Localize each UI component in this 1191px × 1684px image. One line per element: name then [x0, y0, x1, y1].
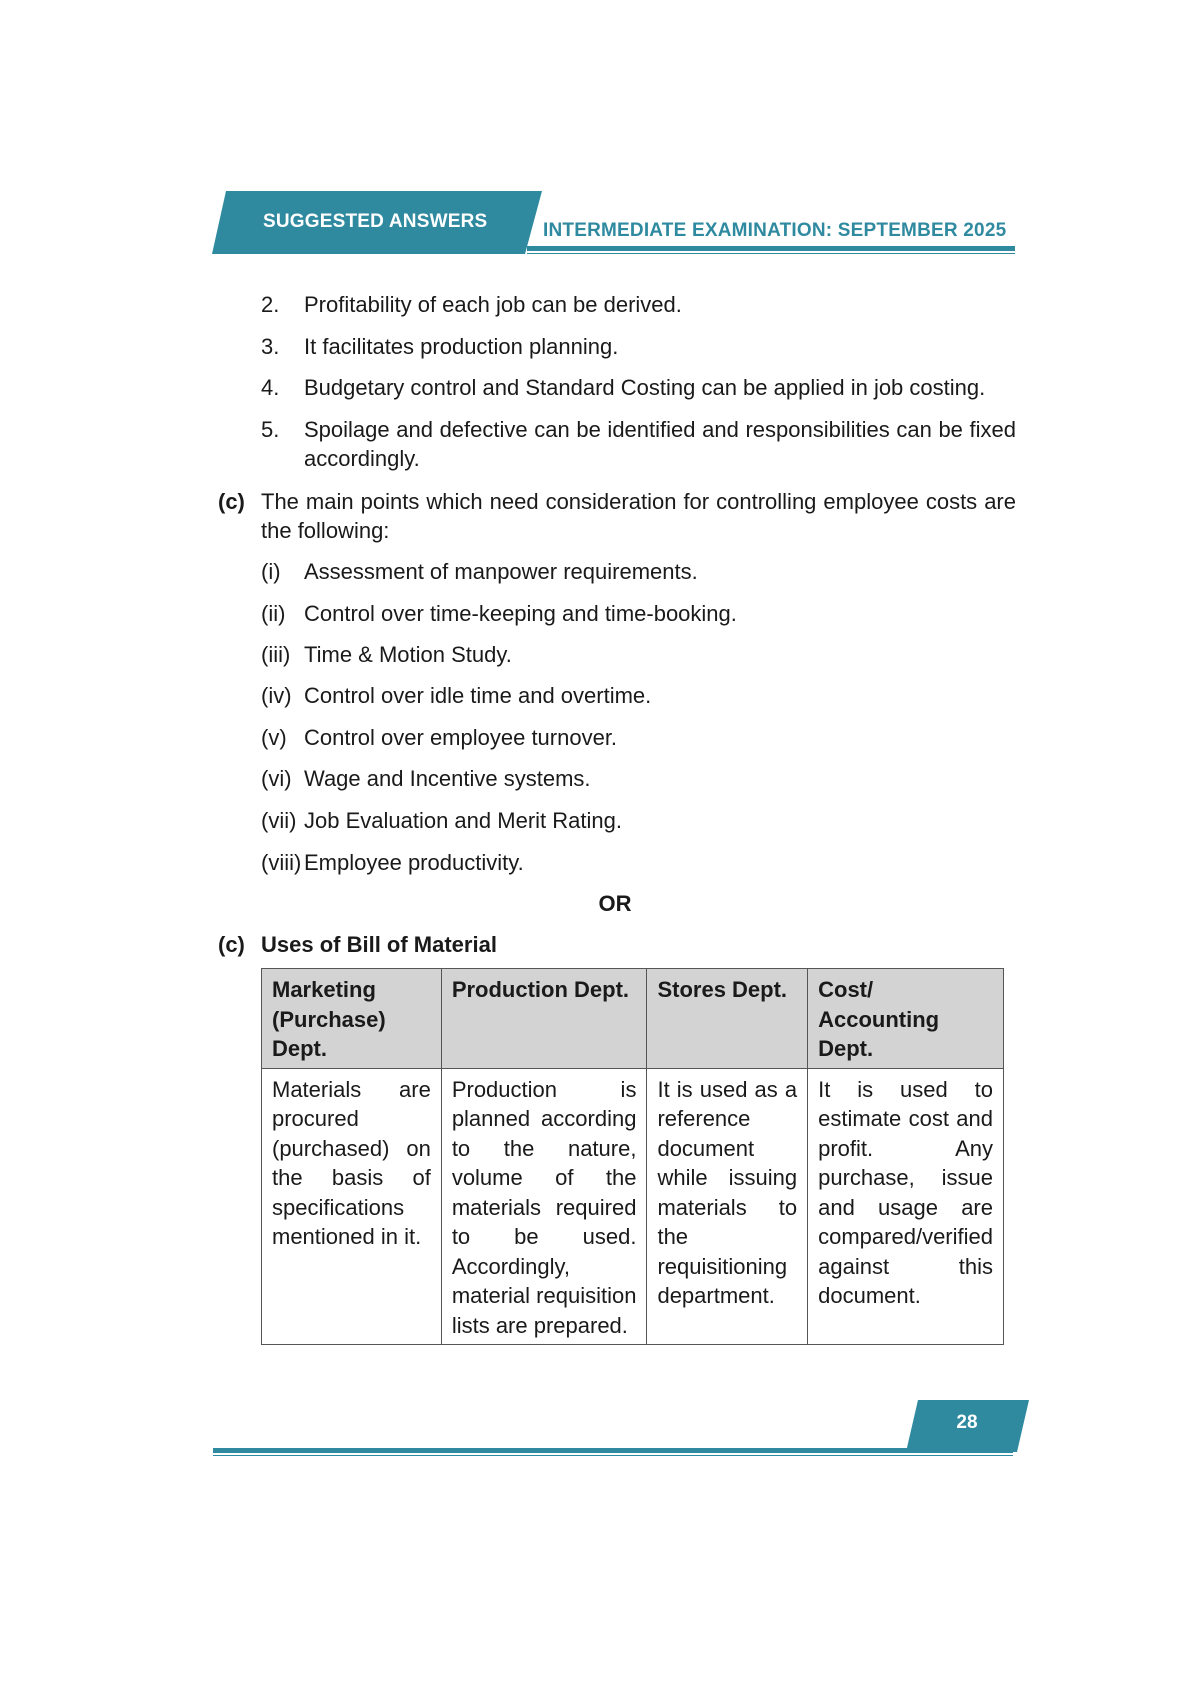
exam-title: INTERMEDIATE EXAMINATION: SEPTEMBER 2025 — [543, 220, 1007, 241]
table-header-cell: Stores Dept. — [647, 969, 808, 1069]
list-item-text: Control over employee turnover. — [304, 725, 618, 750]
list-item-number: 2. — [261, 292, 280, 317]
table-row — [262, 1068, 1004, 1345]
list-item-text: Time & Motion Study. — [304, 642, 512, 667]
list-item-number: 5. — [261, 417, 280, 442]
table-cell: It is used to estimate cost and profit. Any purchase, issue and usage are compared/verified against this document. — [808, 1068, 1004, 1345]
list-item-text: Employee productivity. — [304, 850, 524, 875]
table-header-cell: Production Dept. — [441, 969, 647, 1069]
header-rule — [527, 246, 1015, 251]
header-rule-thin — [527, 253, 1015, 254]
list-item-text: Assessment of manpower requirements. — [304, 559, 698, 584]
section-label: (c) — [218, 489, 245, 514]
table-header-row — [262, 969, 1004, 1069]
list-item-number: (vii) — [261, 808, 297, 833]
list-item-number: (viii) — [261, 850, 302, 875]
table-header-cell: Marketing (Purchase) Dept. — [262, 969, 442, 1069]
table-cell: It is used as a reference document while issuing materials to the requisitioning department. — [647, 1068, 808, 1345]
list-item-text: Control over idle time and overtime. — [304, 683, 652, 708]
list-item-number: (iii) — [261, 642, 291, 667]
section-intro: The main points which need consideration for controlling employee costs are the following: — [261, 489, 1016, 543]
header-tab-label: SUGGESTED ANSWERS — [263, 211, 488, 232]
section-label: (c) — [218, 932, 245, 957]
table-header-cell: Cost/ Accounting Dept. — [808, 969, 1004, 1069]
list-item-text: Job Evaluation and Merit Rating. — [304, 808, 622, 833]
table-cell: Materials are procured (purchased) on the basis of specifications mentioned in it. — [262, 1068, 442, 1345]
footer-rule-thin — [213, 1455, 1013, 1456]
list-item-text: Wage and Incentive systems. — [304, 766, 591, 791]
footer-rule — [213, 1448, 1013, 1453]
list-item-text: Control over time-keeping and time-booking. — [304, 601, 737, 626]
list-item-number: 4. — [261, 375, 280, 400]
or-separator: OR — [598, 891, 632, 916]
list-item-number: (i) — [261, 559, 281, 584]
list-item-text: Spoilage and defective can be identified and responsibilities can be fixed accordingly. — [304, 417, 1016, 471]
list-item-number: 3. — [261, 334, 280, 359]
list-item-number: (vi) — [261, 766, 292, 791]
section-title: Uses of Bill of Material — [261, 932, 497, 957]
list-item-number: (v) — [261, 725, 287, 750]
bill-of-material-table — [261, 968, 1004, 1345]
list-item-text: Budgetary control and Standard Costing can be applied in job costing. — [304, 375, 986, 400]
list-item-number: (ii) — [261, 601, 286, 626]
list-item-number: (iv) — [261, 683, 292, 708]
table-cell: Production is planned according to the nature, volume of the materials required to be used. Accordingly, material requisition lists are prepared. — [441, 1068, 647, 1345]
page-number: 28 — [956, 1412, 978, 1433]
list-item-text: It facilitates production planning. — [304, 334, 619, 359]
list-item-text: Profitability of each job can be derived. — [304, 292, 682, 317]
